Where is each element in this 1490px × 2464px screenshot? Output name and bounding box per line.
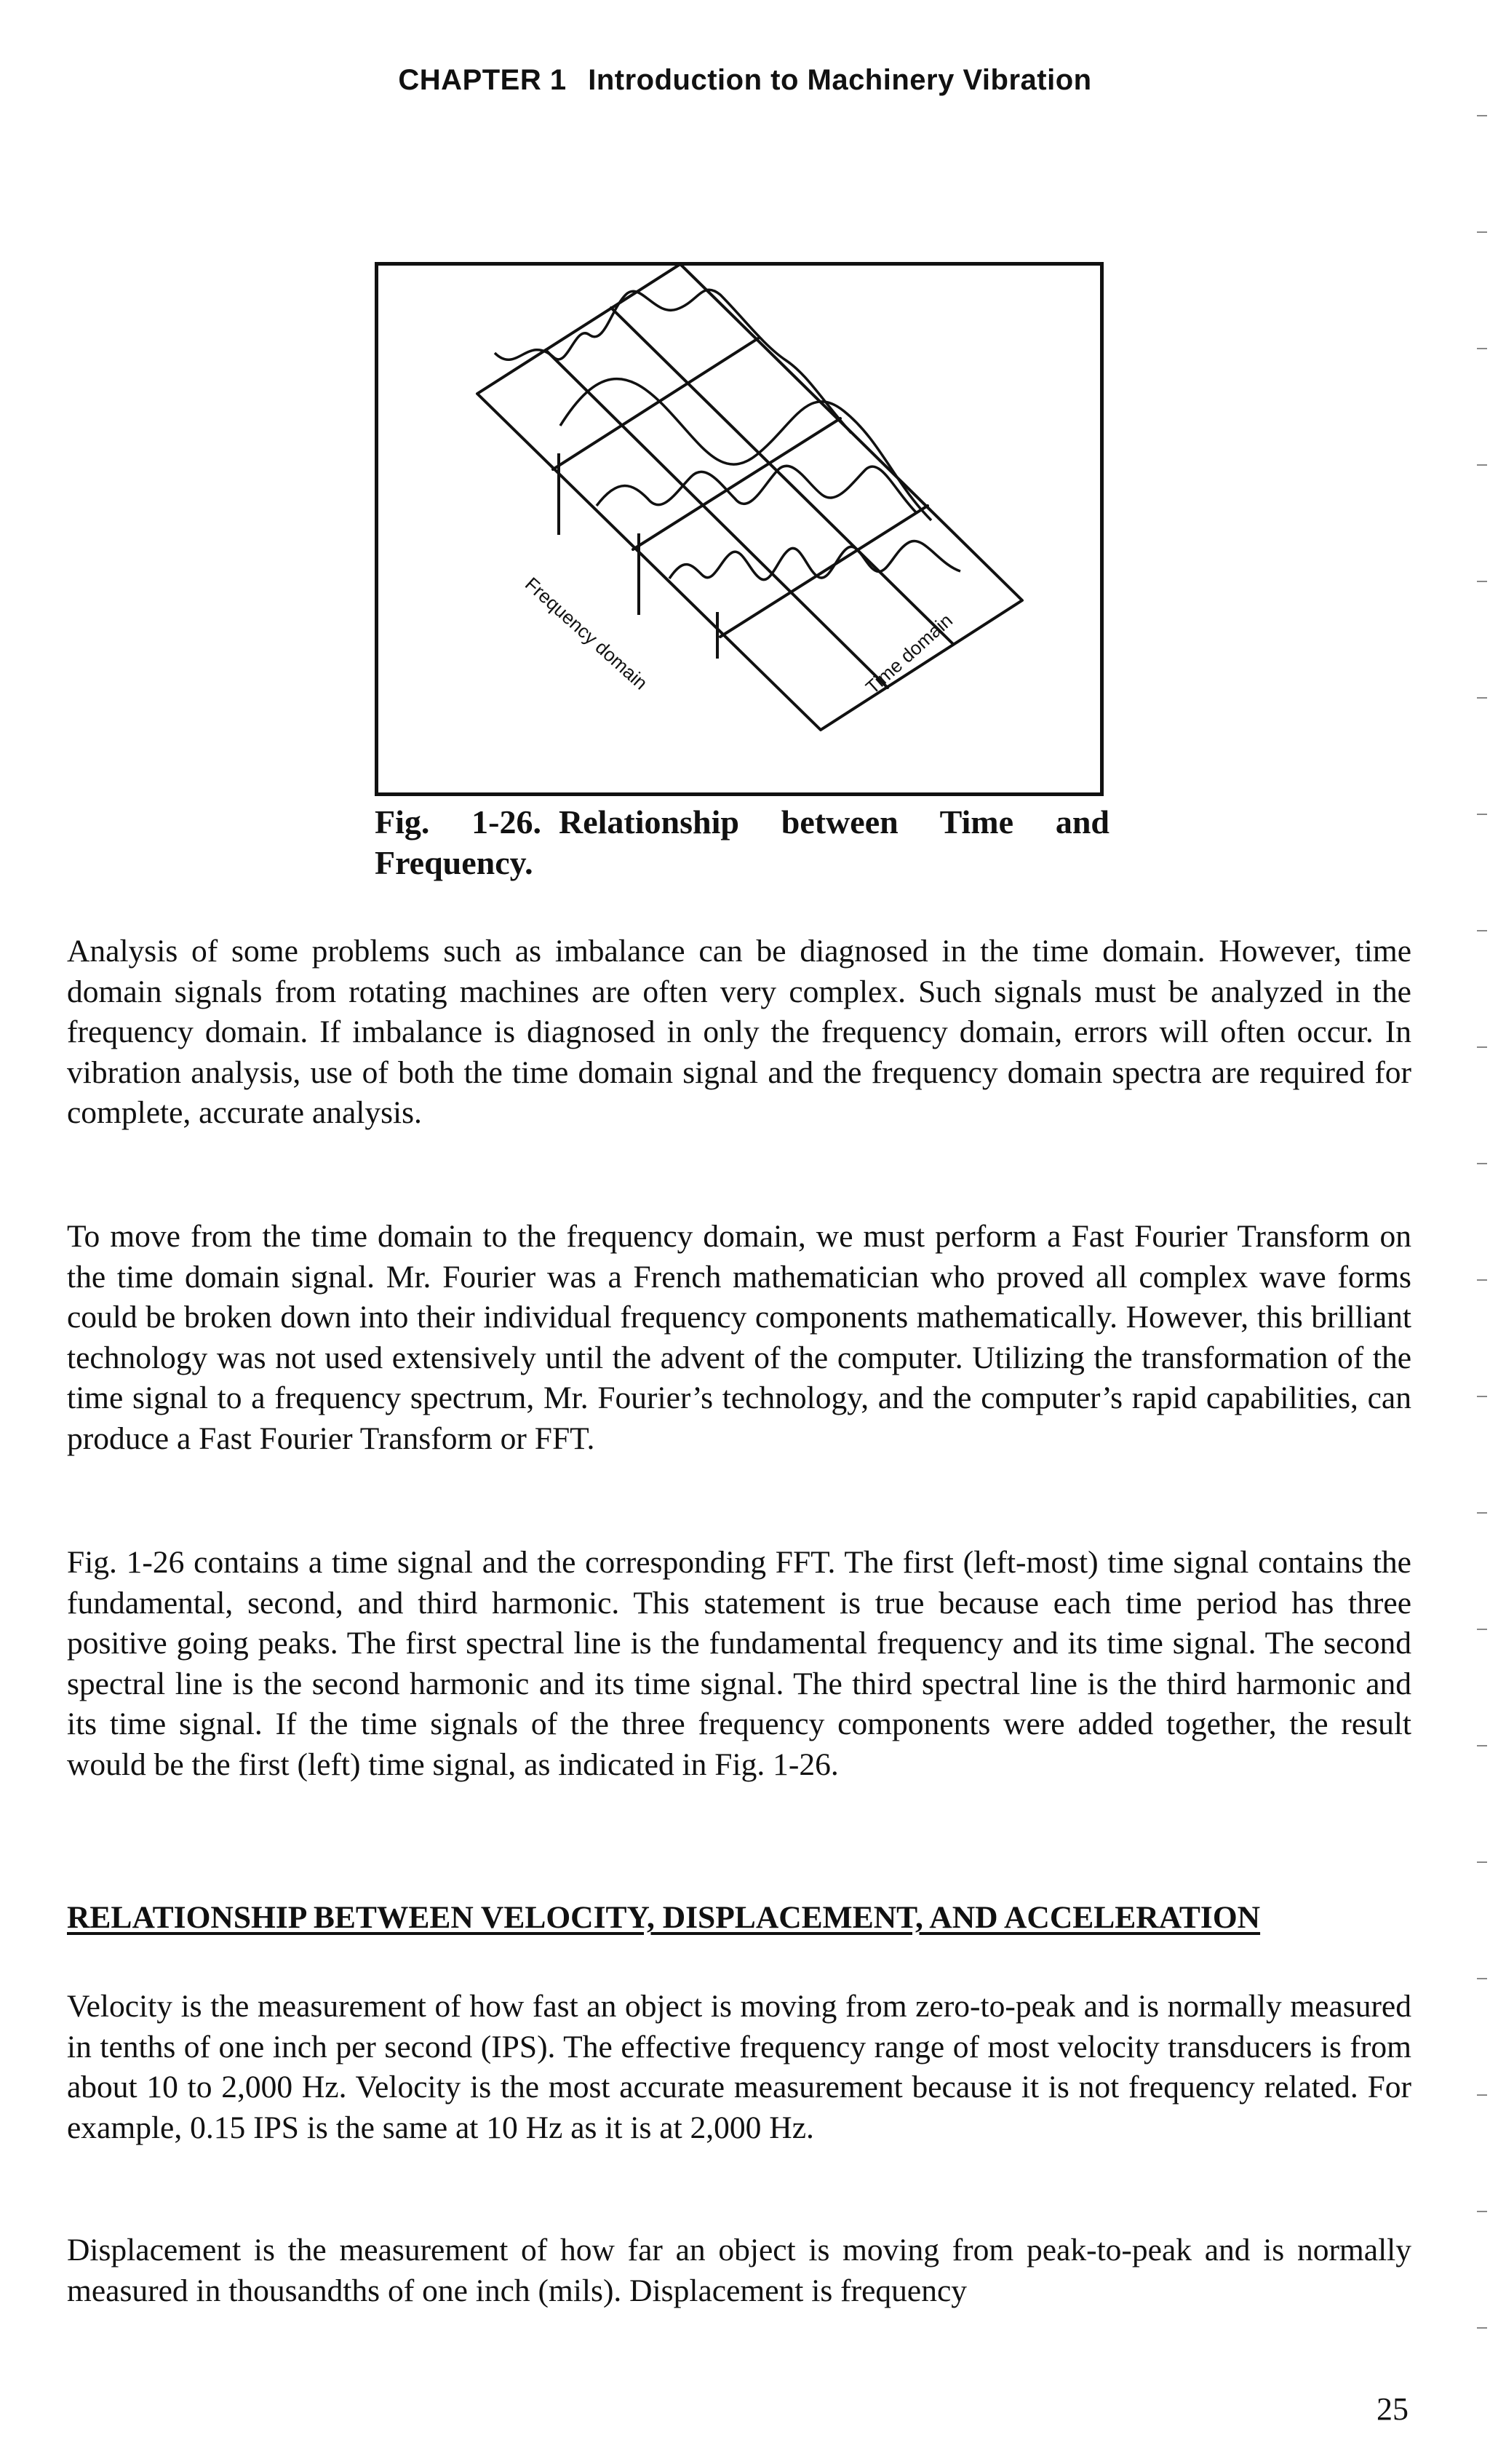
- frequency-axis-label: Frequency domain: [520, 573, 653, 694]
- chapter-title: Introduction to Machinery Vibration: [588, 64, 1092, 96]
- page-number: 25: [1377, 2391, 1409, 2427]
- time-signals: [495, 290, 960, 579]
- time-axis-label: Time domain: [861, 609, 957, 699]
- caption-text: Relationship between Time and Frequency.: [375, 803, 1109, 881]
- figure-caption: [375, 802, 1109, 883]
- paragraph-fft: To move from the time domain to the frequency domain, we must perform a Fast Fourier Transform on the time domain signal. Mr. Fourier was a French mathematician who proved all complex wave forms could be broken down into their individual frequency components mathematically. However, this brilliant technology was not used extensively until the advent of the computer. Utilizing the transformation of the time signal to a frequency spectrum, Mr. Fourier’s technology, and the computer’s rapid capabilities, can produce a Fast Fourier Transform or FFT.: [67, 1219, 1411, 1456]
- figure-diagram: [378, 266, 1100, 792]
- grid-lines-2: [546, 308, 953, 688]
- figure-time-frequency: [375, 262, 1104, 796]
- section-heading: RELATIONSHIP BETWEEN VELOCITY, DISPLACEMENT, AND ACCELERATION: [67, 1900, 1261, 1935]
- paragraph-velocity: Velocity is the measurement of how fast an object is moving from zero-to-peak and is normally measured in tenths of one inch per second (IPS). The effective frequency range of most velocity transducers is from about 10 to 2,000 Hz. Velocity is the most accurate measurement because it is not frequency related. For example, 0.15 IPS is the same at 10 Hz as it is at 2,000 Hz.: [67, 1989, 1411, 2145]
- paragraph-time-domain: Analysis of some problems such as imbalance can be diagnosed in the time domain. However, time domain signals from rotating machines are often very complex. Such signals must be analyzed in the frequency domain. If imbalance is diagnosed in only the frequency domain, errors will often occur. In vibration analysis, use of both the time domain signal and the frequency domain spectra are required for complete, accurate analysis.: [67, 934, 1411, 1130]
- paragraph-fig-explanation: Fig. 1-26 contains a time signal and the corresponding FFT. The first (left-most) time signal contains the fundamental, second, and third harmonic. This statement is true because each time period has three positive going peaks. The first spectral line is the fundamental frequency and its time signal. The second spectral line is the second harmonic and its time signal. The third spectral line is the third harmonic and its time signal. If the time signals of the three frequency components were added together, the result would be the first (left) time signal, as indicated in Fig. 1-26.: [67, 1545, 1411, 1782]
- grid-lines: [553, 338, 928, 637]
- margin-ticks: [1468, 0, 1490, 2464]
- time-signal-fundamental: [560, 379, 931, 520]
- caption-number: Fig. 1-26.: [375, 803, 541, 840]
- paragraph-displacement: Displacement is the measurement of how far an object is moving from peak-to-peak and is normally measured in thousandths of one inch (mils). Displacement is frequency: [67, 2233, 1411, 2308]
- running-header: [0, 64, 1490, 97]
- chapter-label: CHAPTER 1: [398, 64, 567, 96]
- time-signal-third: [669, 541, 960, 579]
- time-signal-complex: [495, 290, 851, 433]
